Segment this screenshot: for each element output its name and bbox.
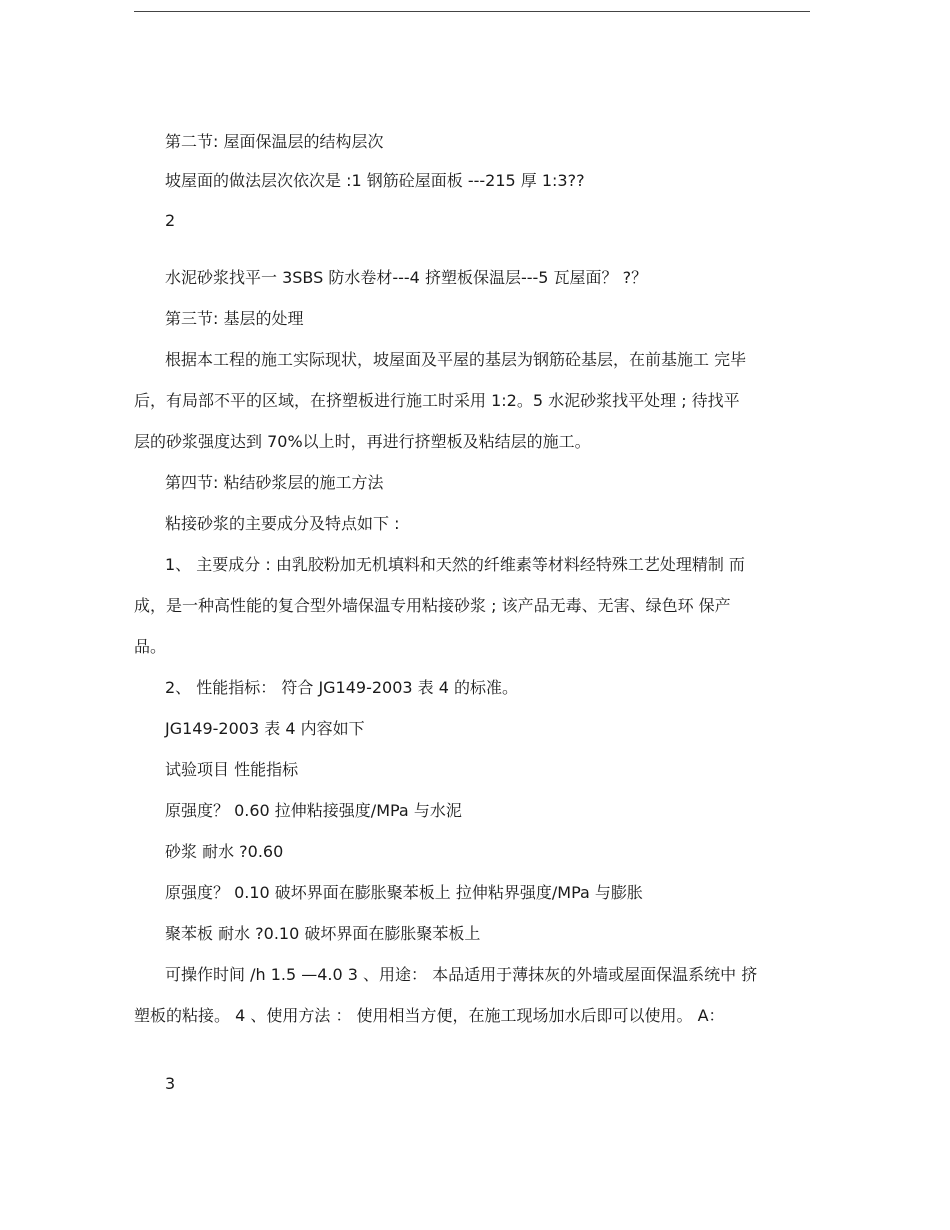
paragraph-line: 层的砂浆强度达到 70%以上时，再进行挤塑板及粘结层的施工。 xyxy=(134,432,591,451)
paragraph-line: 根据本工程的施工实际现状，坡屋面及平屋的基层为钢筋砼基层，在前基施工 完毕 xyxy=(165,350,747,369)
paragraph-line: 成，是一种高性能的复合型外墙保温专用粘接砂浆 ; 该产品无毒、无害、绿色环 保产 xyxy=(134,596,731,615)
paragraph-line: 粘接砂浆的主要成分及特点如下 : xyxy=(165,514,400,533)
table-header: 试验项目 性能指标 xyxy=(165,760,299,779)
header-rule xyxy=(134,11,810,12)
table-row: 聚苯板 耐水 ?0.10 破坏界面在膨胀聚苯板上 xyxy=(165,924,481,943)
section-2-heading: 第二节: 屋面保温层的结构层次 xyxy=(165,132,384,151)
page-number: 3 xyxy=(165,1074,176,1093)
table-row: 原强度？ 0.10 破坏界面在膨胀聚苯板上 拉伸粘界强度/MPa 与膨胀 xyxy=(165,883,643,902)
paragraph-line: JG149-2003 表 4 内容如下 xyxy=(165,719,365,738)
paragraph-line: 可操作时间 /h 1.5 —4.0 3 、用途： 本品适用于薄抹灰的外墙或屋面保温系统中 挤 xyxy=(165,965,758,984)
page-number: 2 xyxy=(165,211,176,230)
list-item: 2、 性能指标： 符合 JG149-2003 表 4 的标准。 xyxy=(165,678,519,697)
paragraph-line: 后，有局部不平的区域，在挤塑板进行施工时采用 1:2。5 水泥砂浆找平处理 ; 待找平 xyxy=(134,391,740,410)
paragraph-line: 水泥砂浆找平一 3SBS 防水卷材---4 挤塑板保温层---5 瓦屋面？ ?？ xyxy=(165,268,648,287)
list-item: 1、 主要成分 : 由乳胶粉加无机填料和天然的纤维素等材料经特殊工艺处理精制 而 xyxy=(165,555,745,574)
paragraph-line: 品。 xyxy=(134,637,167,656)
section-3-heading: 第三节: 基层的处理 xyxy=(165,309,304,328)
table-row: 原强度？ 0.60 拉伸粘接强度/MPa 与水泥 xyxy=(165,801,462,820)
paragraph-line: 塑板的粘接。 4 、使用方法 ： 使用相当方便，在施工现场加水后即可以使用。 A： xyxy=(134,1006,725,1025)
paragraph-line: 坡屋面的做法层次依次是 :1 钢筋砼屋面板 ---215 厚 1:3?? xyxy=(165,171,585,190)
section-4-heading: 第四节: 粘结砂浆层的施工方法 xyxy=(165,473,384,492)
table-row: 砂浆 耐水 ?0.60 xyxy=(165,842,284,861)
